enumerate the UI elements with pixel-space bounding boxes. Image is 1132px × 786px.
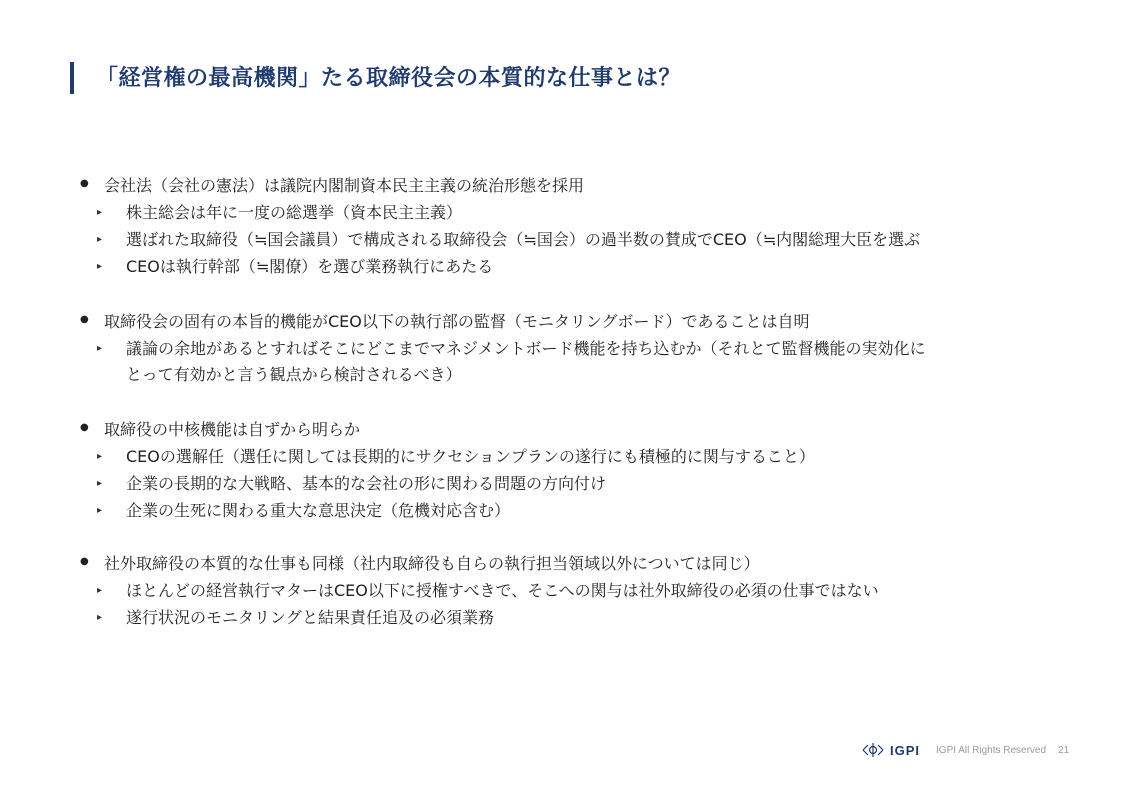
triangle-right-icon: ▸: [97, 505, 103, 516]
triangle-right-icon: ▸: [97, 451, 103, 462]
section-heading: 取締役の中核機能は自ずから明らか: [104, 420, 361, 439]
bullet-dot-icon: ●: [80, 314, 89, 325]
triangle-right-icon: ▸: [97, 234, 103, 245]
triangle-right-icon: ▸: [97, 343, 103, 354]
sub-bullet-text: CEOの選解任（選任に関しては長期的にサクセションプランの遂行にも積極的に関与すること）: [126, 447, 815, 466]
bullet-dot-icon: ●: [80, 422, 89, 433]
sub-bullet-text: とって有効かと言う観点から検討されるべき）: [126, 365, 462, 384]
sub-bullet-text: 遂行状況のモニタリングと結果責任追及の必須業務: [126, 608, 495, 627]
bullet-dot-icon: ●: [80, 556, 89, 567]
sub-bullet-text: 企業の長期的な大戦略、基本的な会社の形に関わる問題の方向付け: [126, 474, 607, 493]
sub-bullet-text: 選ばれた取締役（≒国会議員）で構成される取締役会（≒国会）の過半数の賛成でCEO（≒内閣総理大臣を選ぶ: [126, 230, 921, 249]
triangle-right-icon: ▸: [97, 612, 103, 623]
sub-bullet-text: 企業の生死に関わる重大な意思決定（危機対応含む）: [126, 501, 511, 520]
page-number: 21: [1058, 744, 1070, 756]
logo-text: IGPI: [890, 742, 921, 758]
triangle-right-icon: ▸: [97, 478, 103, 489]
page-title: 「経営権の最高機関」たる取締役会の本質的な仕事とは？: [96, 66, 682, 91]
sub-bullet-text: ほとんどの経営執行マターはCEO以下に授権すべきで、そこへの関与は社外取締役の必須の仕事ではない: [126, 581, 879, 600]
copyright-text: IGPI All Rights Reserved: [936, 744, 1047, 756]
section-heading: 社外取締役の本質的な仕事も同様（社内取締役も自らの執行担当領域以外については同じ）: [104, 554, 760, 573]
bullet-dot-icon: ●: [80, 178, 89, 189]
triangle-right-icon: ▸: [97, 207, 103, 218]
sub-bullet-text: CEOは執行幹部（≒閣僚）を選び業務執行にあたる: [126, 257, 494, 276]
igpi-logo-icon: [860, 742, 886, 758]
sub-bullet-text: 株主総会は年に一度の総選挙（資本民主主義）: [126, 203, 463, 222]
section-heading: 取締役会の固有の本旨的機能がCEO以下の執行部の監督（モニタリングボード）であることは自明: [104, 312, 810, 331]
title-accent-bar: [70, 62, 74, 94]
section-heading: 会社法（会社の憲法）は議院内閣制資本民主主義の統治形態を採用: [104, 176, 585, 195]
footer: [860, 742, 1069, 758]
sub-bullet-text: 議論の余地があるとすればそこにどこまでマネジメントボード機能を持ち込むか（それとて監督機能の実効化に: [126, 339, 926, 358]
triangle-right-icon: ▸: [97, 585, 103, 596]
triangle-right-icon: ▸: [97, 261, 103, 272]
